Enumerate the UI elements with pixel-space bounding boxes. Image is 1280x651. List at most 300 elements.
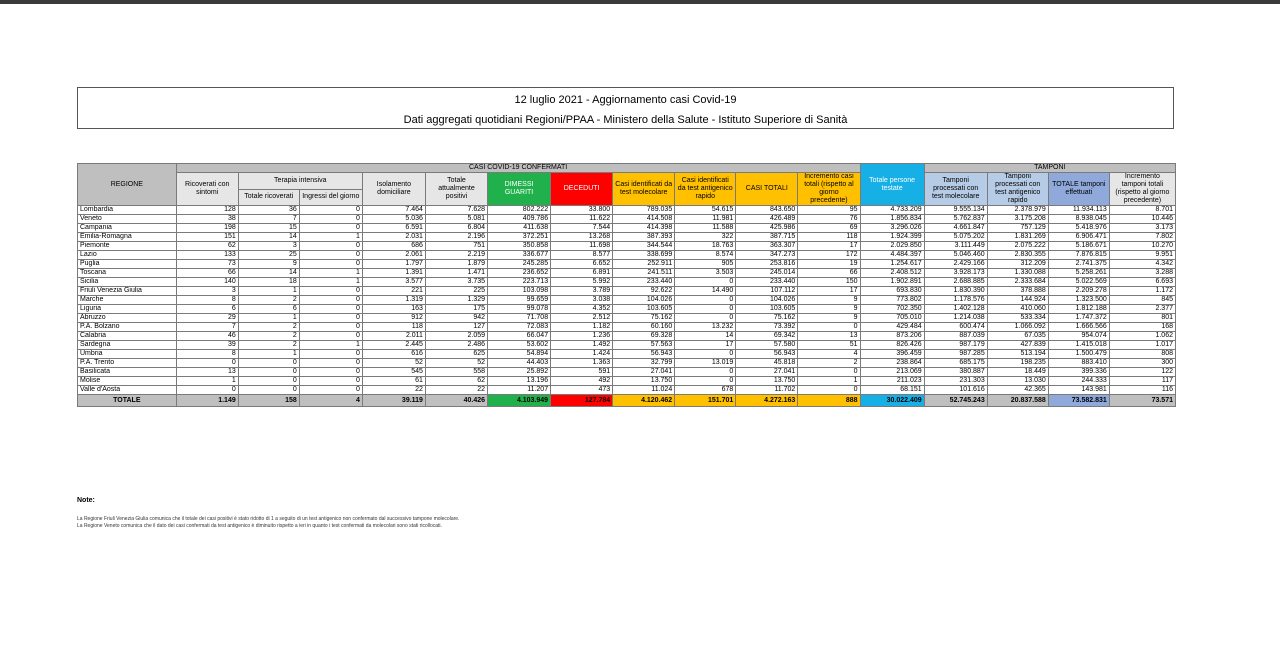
header-casi-totali: CASI TOTALI [736, 173, 798, 206]
value-cell: 0 [299, 215, 362, 224]
value-cell: 9 [238, 260, 299, 269]
table-row [78, 206, 1176, 215]
region-cell: Umbria [78, 350, 177, 359]
value-cell: 473 [551, 386, 613, 395]
value-cell: 0 [299, 305, 362, 314]
value-cell: 883.410 [1048, 359, 1109, 368]
header-ricoverati: Ricoverati con sintomi [176, 173, 238, 206]
value-cell: 705.010 [860, 314, 924, 323]
value-cell: 3.503 [675, 269, 736, 278]
value-cell: 144.924 [987, 296, 1048, 305]
value-cell: 751 [425, 242, 487, 251]
value-cell: 101.616 [924, 386, 987, 395]
value-cell: 0 [299, 332, 362, 341]
value-cell: 6 [238, 305, 299, 314]
value-cell: 2.209.278 [1048, 287, 1109, 296]
value-cell: 1.323.500 [1048, 296, 1109, 305]
value-cell: 6.652 [551, 260, 613, 269]
value-cell: 38 [176, 215, 238, 224]
region-cell: Lombardia [78, 206, 177, 215]
value-cell: 17 [798, 242, 860, 251]
value-cell: 245.285 [488, 260, 551, 269]
value-cell: 378.888 [987, 287, 1048, 296]
value-cell: 4.352 [551, 305, 613, 314]
value-cell: 225 [425, 287, 487, 296]
value-cell: 13.750 [613, 377, 675, 386]
value-cell: 625 [425, 350, 487, 359]
value-cell: 245.014 [736, 269, 798, 278]
region-cell: Friuli Venezia Giulia [78, 287, 177, 296]
value-cell: 2.512 [551, 314, 613, 323]
value-cell: 380.887 [924, 368, 987, 377]
value-cell: 686 [362, 242, 425, 251]
value-cell: 9 [798, 314, 860, 323]
value-cell: 7.876.815 [1048, 251, 1109, 260]
value-cell: 57.563 [613, 341, 675, 350]
table-row [78, 368, 1176, 377]
value-cell: 410.060 [987, 305, 1048, 314]
value-cell: 7.802 [1109, 233, 1175, 242]
value-cell: 45.818 [736, 359, 798, 368]
value-cell: 76 [798, 215, 860, 224]
report-header [77, 87, 1174, 129]
value-cell: 0 [299, 260, 362, 269]
value-cell: 0 [299, 350, 362, 359]
value-cell: 1.856.834 [860, 215, 924, 224]
value-cell: 426.489 [736, 215, 798, 224]
table-row [78, 278, 1176, 287]
table-row [78, 377, 1176, 386]
value-cell: 2 [238, 332, 299, 341]
value-cell: 25.892 [488, 368, 551, 377]
value-cell: 17 [675, 341, 736, 350]
value-cell: 2.029.850 [860, 242, 924, 251]
value-cell: 558 [425, 368, 487, 377]
value-cell: 2.688.885 [924, 278, 987, 287]
value-cell: 757.129 [987, 224, 1048, 233]
value-cell: 29 [176, 314, 238, 323]
value-cell: 244.333 [1048, 377, 1109, 386]
value-cell: 1.319 [362, 296, 425, 305]
value-cell: 117 [1109, 377, 1175, 386]
region-cell: Abruzzo [78, 314, 177, 323]
value-cell: 0 [299, 377, 362, 386]
value-cell: 387.393 [613, 233, 675, 242]
value-cell: 11.702 [736, 386, 798, 395]
value-cell: 151 [176, 233, 238, 242]
value-cell: 57.580 [736, 341, 798, 350]
region-cell: Puglia [78, 260, 177, 269]
region-cell: Basilicata [78, 368, 177, 377]
value-cell: 0 [299, 314, 362, 323]
value-cell: 1 [299, 233, 362, 242]
value-cell: 11.934.113 [1048, 206, 1109, 215]
value-cell: 6.804 [425, 224, 487, 233]
value-cell: 66 [176, 269, 238, 278]
value-cell: 104.026 [736, 296, 798, 305]
value-cell: 1.831.269 [987, 233, 1048, 242]
value-cell: 5.186.671 [1048, 242, 1109, 251]
value-cell: 429.484 [860, 323, 924, 332]
covid-data-table [77, 163, 1176, 407]
value-cell: 231.303 [924, 377, 987, 386]
value-cell: 322 [675, 233, 736, 242]
value-cell: 3 [176, 287, 238, 296]
value-cell: 1.812.188 [1048, 305, 1109, 314]
value-cell: 5.022.569 [1048, 278, 1109, 287]
value-cell: 73.392 [736, 323, 798, 332]
value-cell: 0 [238, 386, 299, 395]
table-row [78, 233, 1176, 242]
value-cell: 1.391 [362, 269, 425, 278]
value-cell: 4.661.847 [924, 224, 987, 233]
value-cell: 0 [798, 368, 860, 377]
value-cell: 213.069 [860, 368, 924, 377]
value-cell: 0 [299, 251, 362, 260]
value-cell: 116 [1109, 386, 1175, 395]
value-cell: 128 [176, 206, 238, 215]
value-cell: 14 [675, 332, 736, 341]
value-cell: 826.426 [860, 341, 924, 350]
value-cell: 409.786 [488, 215, 551, 224]
header-dimessi: DIMESSI GUARITI [488, 173, 551, 206]
value-cell: 0 [299, 368, 362, 377]
value-cell: 54.615 [675, 206, 736, 215]
value-cell: 1.797 [362, 260, 425, 269]
value-cell: 42.365 [987, 386, 1048, 395]
value-cell: 347.273 [736, 251, 798, 260]
value-cell: 140 [176, 278, 238, 287]
total-value-cell: 4 [299, 395, 362, 407]
value-cell: 18.763 [675, 242, 736, 251]
value-cell: 0 [299, 224, 362, 233]
value-cell: 66.047 [488, 332, 551, 341]
value-cell: 2.031 [362, 233, 425, 242]
value-cell: 103.098 [488, 287, 551, 296]
value-cell: 13 [176, 368, 238, 377]
value-cell: 150 [798, 278, 860, 287]
region-cell: Liguria [78, 305, 177, 314]
value-cell: 427.839 [987, 341, 1048, 350]
value-cell: 22 [362, 386, 425, 395]
value-cell: 843.650 [736, 206, 798, 215]
total-value-cell: 20.837.588 [987, 395, 1048, 407]
table-row [78, 224, 1176, 233]
value-cell: 62 [176, 242, 238, 251]
total-value-cell: 73.571 [1109, 395, 1175, 407]
value-cell: 44.403 [488, 359, 551, 368]
value-cell: 2.408.512 [860, 269, 924, 278]
table-row [78, 332, 1176, 341]
region-cell: Valle d'Aosta [78, 386, 177, 395]
value-cell: 172 [798, 251, 860, 260]
value-cell: 2.059 [425, 332, 487, 341]
value-cell: 68.151 [860, 386, 924, 395]
value-cell: 2.061 [362, 251, 425, 260]
value-cell: 492 [551, 377, 613, 386]
value-cell: 912 [362, 314, 425, 323]
value-cell: 5.762.837 [924, 215, 987, 224]
value-cell: 1 [299, 278, 362, 287]
total-value-cell: 4.272.163 [736, 395, 798, 407]
value-cell: 4 [798, 350, 860, 359]
value-cell: 13.030 [987, 377, 1048, 386]
header-ti-totale: Totale ricoverati [238, 189, 299, 206]
value-cell: 942 [425, 314, 487, 323]
value-cell: 10.446 [1109, 215, 1175, 224]
value-cell: 1.330.088 [987, 269, 1048, 278]
value-cell: 1.471 [425, 269, 487, 278]
value-cell: 168 [1109, 323, 1175, 332]
value-cell: 56.943 [736, 350, 798, 359]
value-cell: 221 [362, 287, 425, 296]
value-cell: 53.602 [488, 341, 551, 350]
table-row [78, 287, 1176, 296]
region-cell: Sicilia [78, 278, 177, 287]
value-cell: 9 [798, 305, 860, 314]
value-cell: 52 [425, 359, 487, 368]
total-value-cell: 127.784 [551, 395, 613, 407]
value-cell: 372.251 [488, 233, 551, 242]
value-cell: 0 [675, 305, 736, 314]
header-persone-testate: Totale persone testate [860, 164, 924, 206]
total-value-cell: 151.701 [675, 395, 736, 407]
value-cell: 4.342 [1109, 260, 1175, 269]
value-cell: 5.258.261 [1048, 269, 1109, 278]
table-row [78, 260, 1176, 269]
value-cell: 954.074 [1048, 332, 1109, 341]
value-cell: 845 [1109, 296, 1175, 305]
total-value-cell: 888 [798, 395, 860, 407]
value-cell: 2.196 [425, 233, 487, 242]
value-cell: 1.017 [1109, 341, 1175, 350]
value-cell: 3 [238, 242, 299, 251]
value-cell: 233.440 [736, 278, 798, 287]
table-row [78, 386, 1176, 395]
value-cell: 7 [238, 215, 299, 224]
value-cell: 27.041 [736, 368, 798, 377]
value-cell: 9.951 [1109, 251, 1175, 260]
table-row [78, 314, 1176, 323]
value-cell: 6 [176, 305, 238, 314]
value-cell: 5.992 [551, 278, 613, 287]
value-cell: 1.172 [1109, 287, 1175, 296]
value-cell: 1.329 [425, 296, 487, 305]
value-cell: 0 [675, 314, 736, 323]
value-cell: 61 [362, 377, 425, 386]
value-cell: 2.445 [362, 341, 425, 350]
report-title: 12 luglio 2021 - Aggiornamento casi Covid-19 [514, 94, 737, 106]
value-cell: 238.864 [860, 359, 924, 368]
value-cell: 36 [238, 206, 299, 215]
value-cell: 1 [238, 287, 299, 296]
table-row [78, 323, 1176, 332]
value-cell: 411.638 [488, 224, 551, 233]
value-cell: 7.628 [425, 206, 487, 215]
value-cell: 2 [238, 341, 299, 350]
total-label: TOTALE [78, 395, 177, 407]
total-value-cell: 39.119 [362, 395, 425, 407]
value-cell: 513.194 [987, 350, 1048, 359]
header-tamponi-totale: TOTALE tamponi effettuati [1048, 173, 1109, 206]
value-cell: 693.830 [860, 287, 924, 296]
value-cell: 10.270 [1109, 242, 1175, 251]
value-cell: 773.802 [860, 296, 924, 305]
value-cell: 2 [238, 323, 299, 332]
value-cell: 0 [299, 287, 362, 296]
value-cell: 67.035 [987, 332, 1048, 341]
value-cell: 702.350 [860, 305, 924, 314]
value-cell: 1.924.399 [860, 233, 924, 242]
value-cell: 1.666.566 [1048, 323, 1109, 332]
value-cell: 1 [798, 377, 860, 386]
value-cell: 905 [675, 260, 736, 269]
value-cell: 198.235 [987, 359, 1048, 368]
value-cell: 223.713 [488, 278, 551, 287]
notes-title: Note: [77, 497, 95, 504]
value-cell: 99.078 [488, 305, 551, 314]
value-cell: 2.486 [425, 341, 487, 350]
value-cell: 99.659 [488, 296, 551, 305]
value-cell: 7 [176, 323, 238, 332]
value-cell: 9.555.134 [924, 206, 987, 215]
value-cell: 1.492 [551, 341, 613, 350]
value-cell: 2.075.222 [987, 242, 1048, 251]
header-casi-confermati: CASI COVID-19 CONFERMATI [176, 164, 860, 173]
region-cell: Toscana [78, 269, 177, 278]
value-cell: 118 [798, 233, 860, 242]
value-cell: 8.577 [551, 251, 613, 260]
value-cell: 211.023 [860, 377, 924, 386]
value-cell: 14.490 [675, 287, 736, 296]
value-cell: 873.206 [860, 332, 924, 341]
value-cell: 396.459 [860, 350, 924, 359]
value-cell: 46 [176, 332, 238, 341]
value-cell: 789.035 [613, 206, 675, 215]
value-cell: 103.605 [613, 305, 675, 314]
value-cell: 163 [362, 305, 425, 314]
region-cell: Veneto [78, 215, 177, 224]
value-cell: 3.173 [1109, 224, 1175, 233]
value-cell: 0 [176, 386, 238, 395]
value-cell: 0 [798, 323, 860, 332]
header-casi-molecolare: Casi identificati da test molecolare [613, 173, 675, 206]
value-cell: 69.342 [736, 332, 798, 341]
value-cell: 2.830.355 [987, 251, 1048, 260]
value-cell: 39 [176, 341, 238, 350]
value-cell: 52 [362, 359, 425, 368]
value-cell: 2.011 [362, 332, 425, 341]
table-row [78, 350, 1176, 359]
header-tamponi-antigenico: Tamponi processati con test antigenico rapido [987, 173, 1048, 206]
value-cell: 11.622 [551, 215, 613, 224]
value-cell: 198 [176, 224, 238, 233]
value-cell: 13.268 [551, 233, 613, 242]
value-cell: 2.429.166 [924, 260, 987, 269]
value-cell: 56.943 [613, 350, 675, 359]
value-cell: 350.858 [488, 242, 551, 251]
value-cell: 2.377 [1109, 305, 1175, 314]
region-cell: Campania [78, 224, 177, 233]
value-cell: 3.175.208 [987, 215, 1048, 224]
value-cell: 3.288 [1109, 269, 1175, 278]
value-cell: 8 [176, 350, 238, 359]
value-cell: 5.081 [425, 215, 487, 224]
value-cell: 0 [675, 377, 736, 386]
value-cell: 72.083 [488, 323, 551, 332]
value-cell: 4.733.209 [860, 206, 924, 215]
value-cell: 122 [1109, 368, 1175, 377]
value-cell: 533.334 [987, 314, 1048, 323]
value-cell: 616 [362, 350, 425, 359]
value-cell: 0 [299, 296, 362, 305]
header-ti-ingressi: Ingressi del giorno [299, 189, 362, 206]
value-cell: 54.894 [488, 350, 551, 359]
table-row [78, 359, 1176, 368]
value-cell: 7.464 [362, 206, 425, 215]
value-cell: 92.622 [613, 287, 675, 296]
value-cell: 14 [238, 233, 299, 242]
value-cell: 11.698 [551, 242, 613, 251]
value-cell: 18.449 [987, 368, 1048, 377]
value-cell: 414.508 [613, 215, 675, 224]
value-cell: 1 [299, 269, 362, 278]
value-cell: 0 [176, 359, 238, 368]
note-line-1: La Regione Friuli Venezia Giulia comunica che il totale dei casi positivi è stato ridotto di 1 a seguito di un test antigenico non confermato dal successivo tampone molecolare. [77, 516, 460, 522]
region-cell: Molise [78, 377, 177, 386]
value-cell: 18 [238, 278, 299, 287]
value-cell: 1 [238, 350, 299, 359]
total-value-cell: 52.745.243 [924, 395, 987, 407]
value-cell: 13.196 [488, 377, 551, 386]
value-cell: 60.160 [613, 323, 675, 332]
value-cell: 22 [425, 386, 487, 395]
value-cell: 0 [238, 359, 299, 368]
value-cell: 1.415.018 [1048, 341, 1109, 350]
value-cell: 3.296.026 [860, 224, 924, 233]
value-cell: 107.112 [736, 287, 798, 296]
value-cell: 300 [1109, 359, 1175, 368]
value-cell: 0 [675, 296, 736, 305]
value-cell: 25 [238, 251, 299, 260]
value-cell: 363.307 [736, 242, 798, 251]
value-cell: 1.424 [551, 350, 613, 359]
value-cell: 1.500.479 [1048, 350, 1109, 359]
value-cell: 3.789 [551, 287, 613, 296]
region-cell: Piemonte [78, 242, 177, 251]
table-row [78, 305, 1176, 314]
value-cell: 5.046.460 [924, 251, 987, 260]
table-row [78, 296, 1176, 305]
value-cell: 17 [798, 287, 860, 296]
value-cell: 236.652 [488, 269, 551, 278]
value-cell: 11.207 [488, 386, 551, 395]
value-cell: 0 [299, 359, 362, 368]
table-body [78, 206, 1176, 407]
value-cell: 0 [299, 386, 362, 395]
region-cell: P.A. Trento [78, 359, 177, 368]
value-cell: 338.699 [613, 251, 675, 260]
value-cell: 887.039 [924, 332, 987, 341]
value-cell: 1.402.128 [924, 305, 987, 314]
value-cell: 2.378.979 [987, 206, 1048, 215]
value-cell: 13.232 [675, 323, 736, 332]
value-cell: 1.214.038 [924, 314, 987, 323]
value-cell: 5.418.976 [1048, 224, 1109, 233]
header-deceduti: DECEDUTI [551, 173, 613, 206]
total-value-cell: 73.582.831 [1048, 395, 1109, 407]
value-cell: 425.986 [736, 224, 798, 233]
